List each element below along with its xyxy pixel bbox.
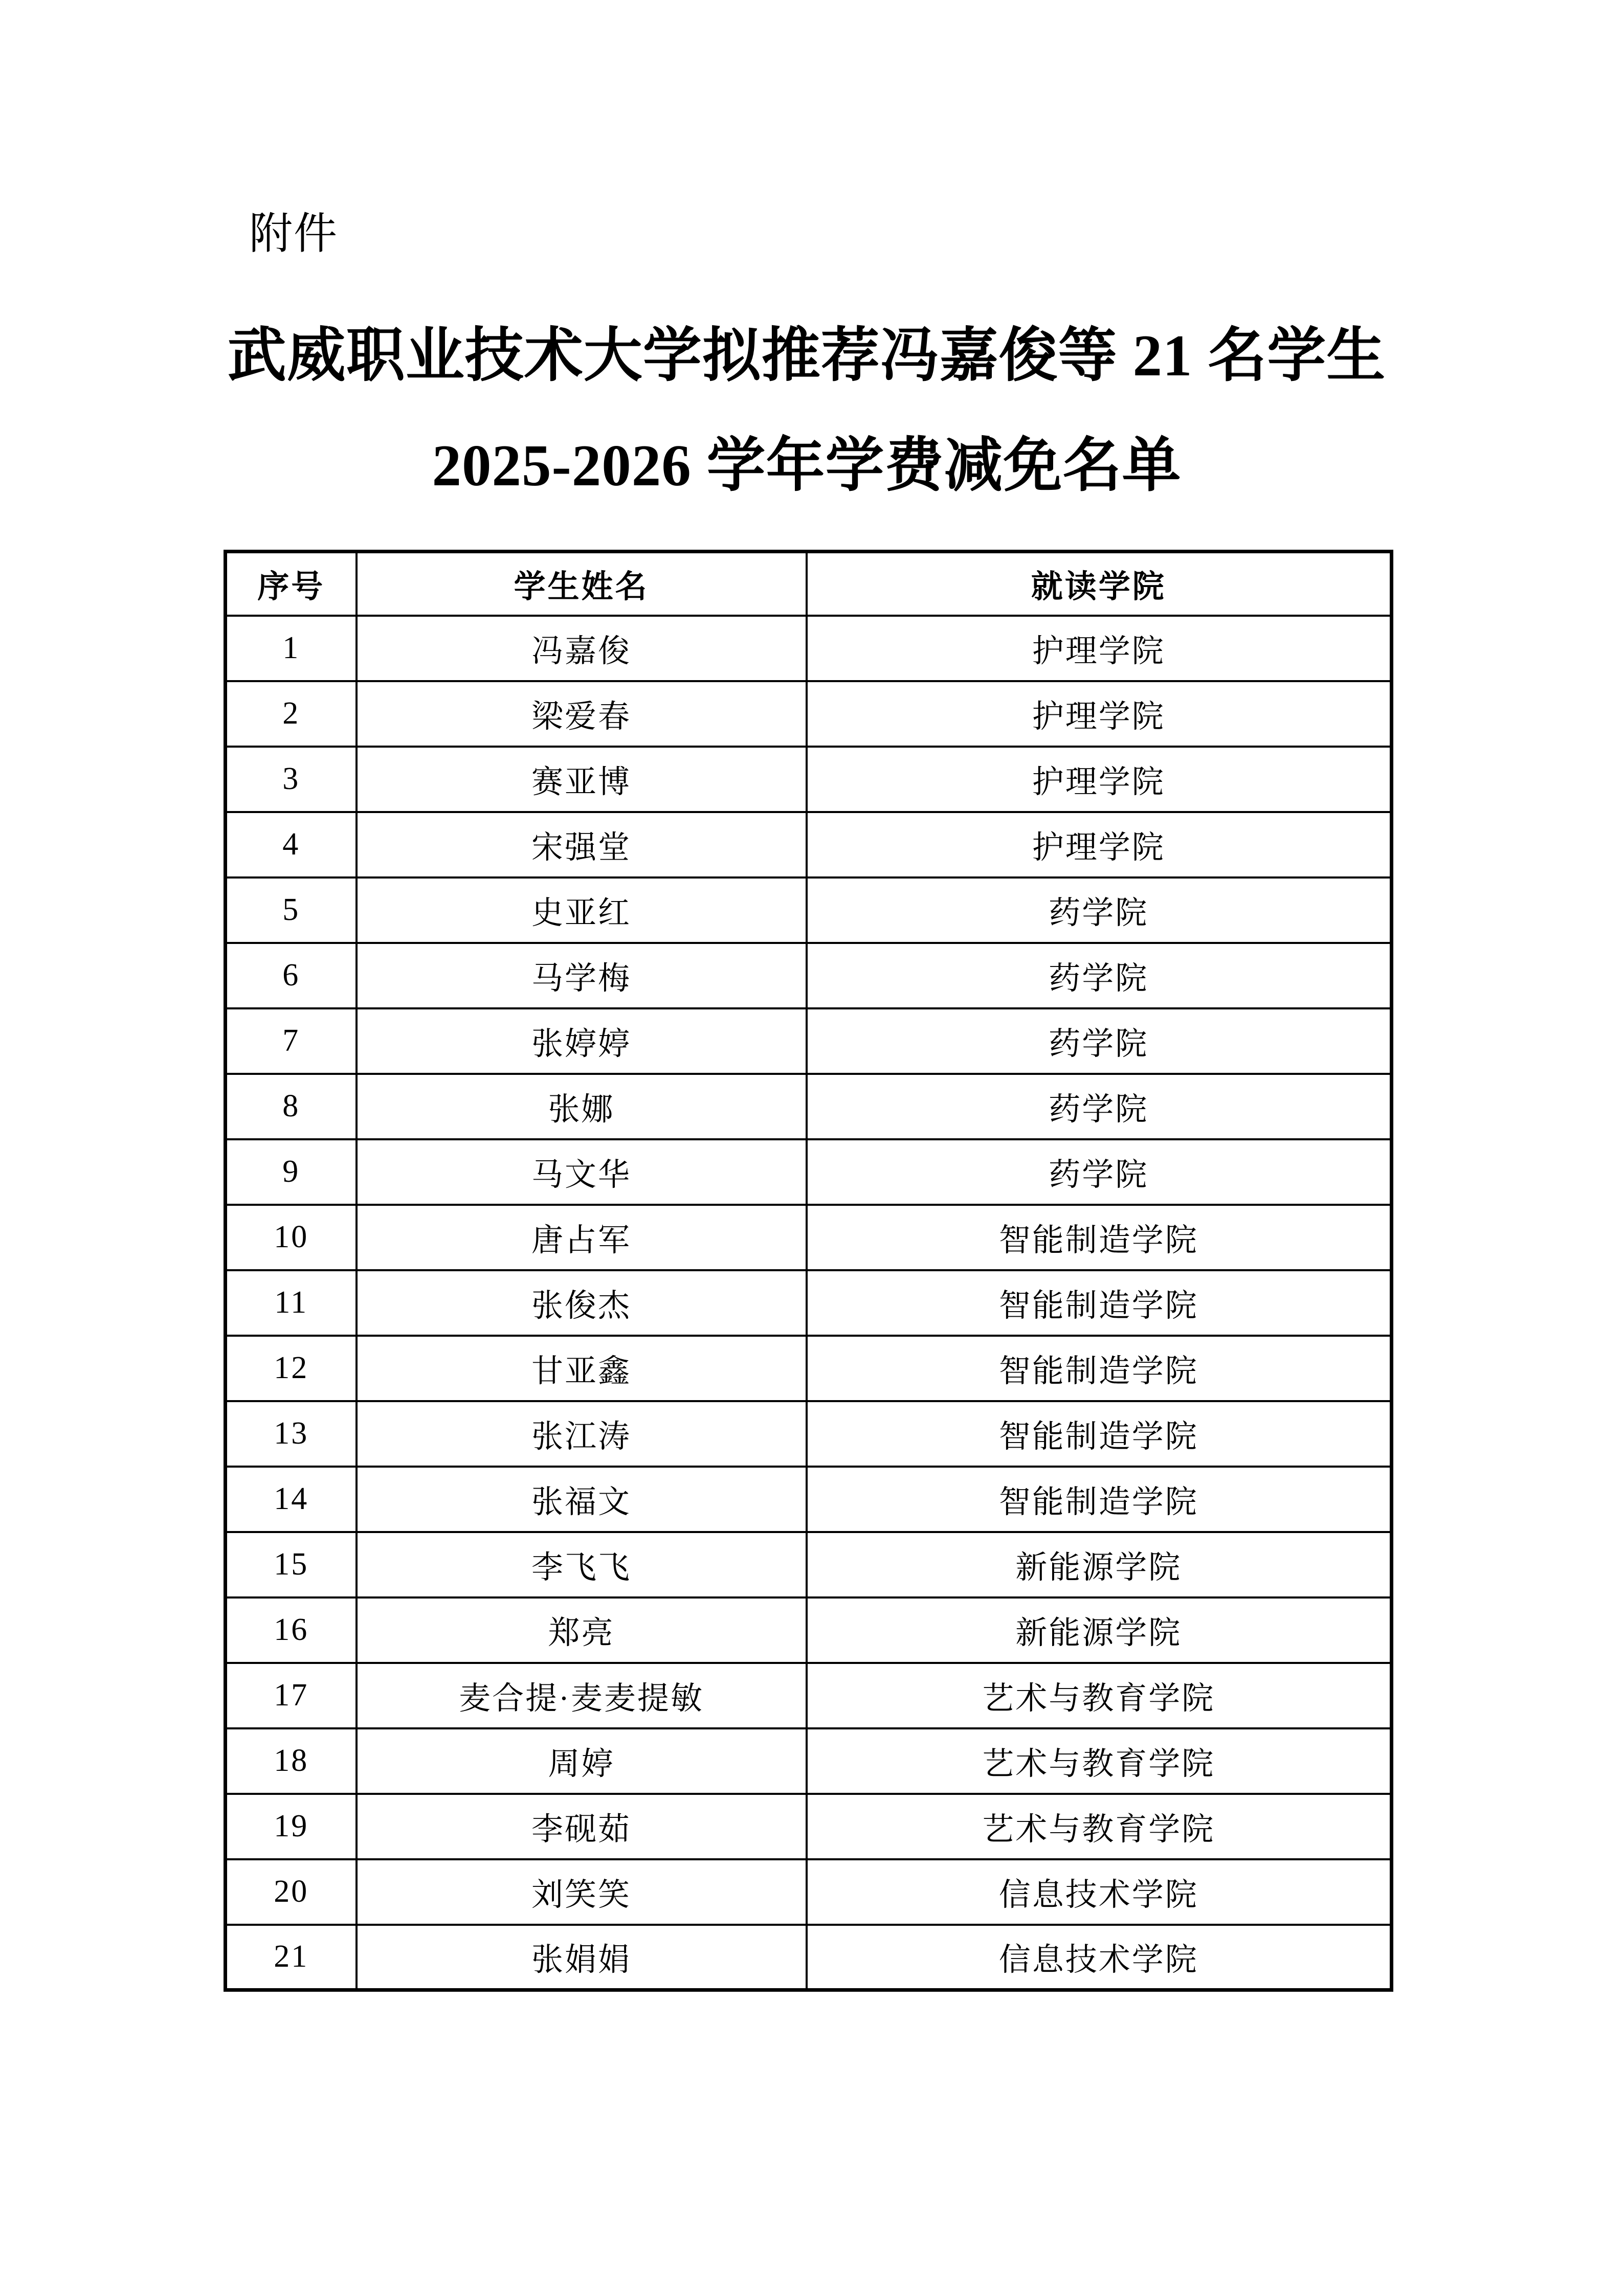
college-cell: 智能制造学院 [807, 1270, 1392, 1336]
student-name-cell: 张俊杰 [357, 1270, 807, 1336]
student-name-cell: 冯嘉俊 [357, 616, 807, 681]
college-cell: 护理学院 [807, 616, 1392, 681]
table-row [226, 812, 1392, 877]
college-cell: 智能制造学院 [807, 1205, 1392, 1270]
student-name-cell: 梁爱春 [357, 681, 807, 747]
serial-number-cell: 13 [226, 1401, 357, 1467]
table-row [226, 1859, 1392, 1925]
student-name-cell: 张娟娟 [357, 1925, 807, 1990]
student-name-cell: 麦合提·麦麦提敏 [357, 1663, 807, 1728]
serial-number-cell: 11 [226, 1270, 357, 1336]
serial-number-cell: 21 [226, 1925, 357, 1990]
table-row [226, 1205, 1392, 1270]
college-cell: 新能源学院 [807, 1597, 1392, 1663]
student-name-cell: 张娜 [357, 1074, 807, 1139]
college-cell: 护理学院 [807, 812, 1392, 877]
table-row [226, 943, 1392, 1008]
college-cell: 药学院 [807, 943, 1392, 1008]
student-name-cell: 张婷婷 [357, 1008, 807, 1074]
serial-number-cell: 14 [226, 1467, 357, 1532]
student-name-cell: 唐占军 [357, 1205, 807, 1270]
serial-number-cell: 7 [226, 1008, 357, 1074]
college-cell: 药学院 [807, 1139, 1392, 1205]
table-row [226, 1270, 1392, 1336]
table-row [226, 1008, 1392, 1074]
student-name-cell: 张福文 [357, 1467, 807, 1532]
table-row [226, 1663, 1392, 1728]
table-header-row [226, 552, 1392, 616]
student-name-cell: 马文华 [357, 1139, 807, 1205]
table-row [226, 1597, 1392, 1663]
student-name-cell: 张江涛 [357, 1401, 807, 1467]
college-cell: 护理学院 [807, 747, 1392, 812]
college-cell: 新能源学院 [807, 1532, 1392, 1597]
college-cell: 信息技术学院 [807, 1925, 1392, 1990]
table-row [226, 1794, 1392, 1859]
student-name-cell: 史亚红 [357, 877, 807, 943]
table-row [226, 1074, 1392, 1139]
table-row [226, 747, 1392, 812]
table-body [226, 616, 1392, 1990]
college-cell: 智能制造学院 [807, 1336, 1392, 1401]
table-row [226, 616, 1392, 681]
tuition-waiver-table [224, 550, 1393, 1992]
student-name-cell: 宋强堂 [357, 812, 807, 877]
college-cell: 药学院 [807, 1074, 1392, 1139]
serial-number-cell: 10 [226, 1205, 357, 1270]
serial-number-cell: 12 [226, 1336, 357, 1401]
serial-number-cell: 2 [226, 681, 357, 747]
table-row [226, 1336, 1392, 1401]
title-line-1: 武威职业技术大学拟推荐冯嘉俊等 21 名学生 [227, 323, 1386, 388]
student-name-cell: 甘亚鑫 [357, 1336, 807, 1401]
serial-number-cell: 17 [226, 1663, 357, 1728]
serial-number-cell: 18 [226, 1728, 357, 1794]
student-name-cell: 周婷 [357, 1728, 807, 1794]
header-student-name: 学生姓名 [357, 552, 807, 616]
serial-number-cell: 15 [226, 1532, 357, 1597]
serial-number-cell: 19 [226, 1794, 357, 1859]
table-row [226, 1532, 1392, 1597]
table-row [226, 1728, 1392, 1794]
student-name-cell: 赛亚博 [357, 747, 807, 812]
table-row [226, 1139, 1392, 1205]
header-college: 就读学院 [807, 552, 1392, 616]
serial-number-cell: 3 [226, 747, 357, 812]
document-title [224, 301, 1390, 521]
serial-number-cell: 9 [226, 1139, 357, 1205]
serial-number-cell: 1 [226, 616, 357, 681]
table-row [226, 1467, 1392, 1532]
college-cell: 艺术与教育学院 [807, 1794, 1392, 1859]
college-cell: 艺术与教育学院 [807, 1728, 1392, 1794]
student-name-cell: 马学梅 [357, 943, 807, 1008]
college-cell: 药学院 [807, 1008, 1392, 1074]
student-name-cell: 郑亮 [357, 1597, 807, 1663]
table-row [226, 681, 1392, 747]
college-cell: 艺术与教育学院 [807, 1663, 1392, 1728]
serial-number-cell: 4 [226, 812, 357, 877]
serial-number-cell: 20 [226, 1859, 357, 1925]
serial-number-cell: 16 [226, 1597, 357, 1663]
table-row [226, 1401, 1392, 1467]
serial-number-cell: 8 [226, 1074, 357, 1139]
college-cell: 药学院 [807, 877, 1392, 943]
college-cell: 护理学院 [807, 681, 1392, 747]
student-name-cell: 刘笑笑 [357, 1859, 807, 1925]
title-line-2: 2025-2026 学年学费减免名单 [432, 433, 1182, 498]
college-cell: 智能制造学院 [807, 1401, 1392, 1467]
student-name-cell: 李砚茹 [357, 1794, 807, 1859]
college-cell: 信息技术学院 [807, 1859, 1392, 1925]
header-serial-number: 序号 [226, 552, 357, 616]
college-cell: 智能制造学院 [807, 1467, 1392, 1532]
table-row [226, 1925, 1392, 1990]
table-row [226, 877, 1392, 943]
serial-number-cell: 6 [226, 943, 357, 1008]
student-name-cell: 李飞飞 [357, 1532, 807, 1597]
attachment-label: 附件 [249, 210, 339, 258]
serial-number-cell: 5 [226, 877, 357, 943]
